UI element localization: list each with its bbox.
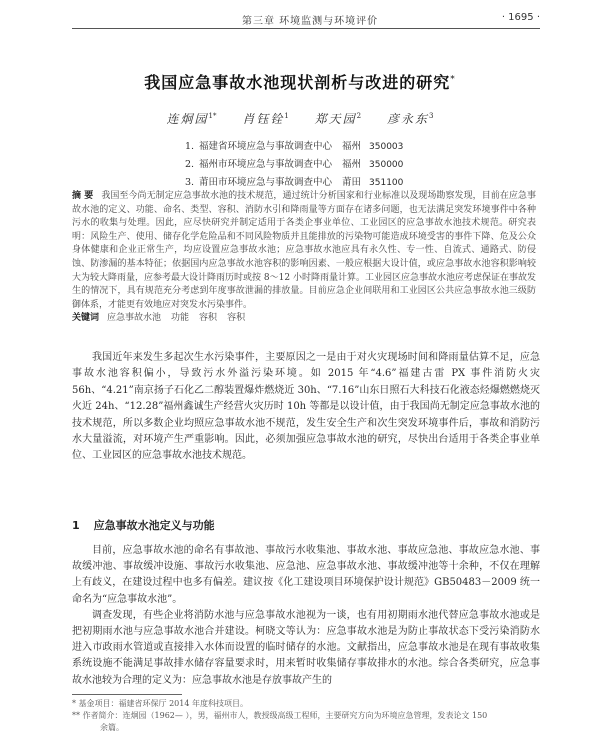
author-affiliation-mark: 1*	[208, 112, 217, 120]
running-head	[72, 12, 540, 28]
author-1	[167, 112, 217, 126]
footnote-rule	[72, 694, 182, 695]
affiliation-number: 1.	[185, 141, 195, 152]
footnote-funding: * 基金项目：福建省环保厅 2014 年度科技项目。	[72, 699, 248, 708]
author-name: 肖钰铨	[242, 112, 285, 126]
author-3	[315, 112, 361, 126]
affiliation-postcode: 350003	[369, 142, 404, 152]
affiliation-list	[185, 138, 403, 192]
intro-paragraph: 我国近年来发生多起次生水污染事件，主要原因之一是由于对火灾现场时间和降雨量估算不足，应急事故水池容积偏小，导致污水外溢污染环境。如 2015 年“4.6”福建古雷 PX 事件消防火灾 56h、“4.21”南京扬子石化乙二醇装置爆炸燃烧近 30h、“7.16”山东日照石大科技石化液态烃爆燃燃烧灭火近 24h、“12.28”福州鑫诚生产经营火灾历时 10h 等都是以设计值，由于我国尚无制定应急事故水池的技术规范，所以多数企业均照应急事故水池不规范，发生安全生产和次生突发环境事件后，事故和消防污水大量溢流，对环境产生严重影响。因此，必须加强应急事故水池的研究，尽快出台适用于各类企事业单位、工业园区的应急事故水池技术规范。	[72, 352, 540, 462]
keyword: 容积	[199, 313, 218, 324]
affiliation-number: 2.	[185, 159, 195, 170]
affiliation-org: 福建省环境应急与事故调查中心	[199, 141, 333, 152]
section-heading	[72, 517, 215, 533]
author-name: 彦永东	[386, 112, 429, 126]
keyword: 功能	[171, 313, 190, 324]
author-name: 郑天园	[314, 112, 357, 126]
section-paragraph: 调查发现，有些企业将消防水池与应急事故水池视为一谈，也有用初期雨水池代替应急事故水池或是把初期雨水池与应急事故水池合并建设。柯晓文等认为：应急事故水池是为防止事故状态下受污染消防水进入市政雨水管道或直接排入水体而设置的临时储存的水池。文献指出，应急事故水池是在现有事故收集系统设施不能满足事故排水储存容量要求时，用来暂时收集储存事故排水的水池。综合各类研究，应急事故水池较为合理的定义为：应急事故水池是存放事故产生的	[72, 609, 540, 686]
header-rule	[72, 28, 540, 29]
affiliation-postcode: 351100	[369, 178, 404, 188]
section-1-body	[72, 543, 540, 689]
abstract-body	[72, 190, 536, 312]
author-list	[0, 110, 600, 127]
keyword: 应急事故水池	[107, 313, 162, 324]
affiliation-number: 3.	[185, 177, 195, 188]
author-affiliation-mark: 3	[428, 112, 434, 120]
keyword: 容积	[227, 313, 246, 324]
paper-title-text: 我国应急事故水池现状剖析与改进的研究	[144, 73, 451, 92]
keywords	[72, 312, 536, 326]
abstract-label: 摘 要	[72, 191, 94, 201]
affiliation-org: 福州市环境应急与事故调查中心	[199, 159, 333, 170]
abstract-text: 我国至今尚无制定应急事故水池的技术规范，通过统计分析国家和行业标准以及现场勘察发现，目前在应急事故水池的定义、功能、命名、类型、容积、消防水引和降雨量等方面存在诸多问题，也无法满足突发环境事件中各种污水的收集与处理。因此，应尽快研究并制定适用于各类企事业单位、工业园区的应急事故水池技术规范。研究表明：风险生产、使用、储存化学危险品和不同风险物质并且能排放的污染物可能造成环境受害的事件下降、危及公众身体健康和企业正常生产，均应设置应急事故水池；应急事故水池应具有永久性、专一性、自流式、通路式、防侵蚀、防渗漏的基本特征；依据国内应急事故水池容积的影响因素、一般应根据大设计值，或应急事故水池容积影响较大为较大降雨量，应参考最大设计降雨历时或按 8～12 小时降雨量计算。工业园区应急事故水池应考虑保证在事故发生的情况下，具有规范充分考虑到年度事故泄漏的排放量。目前应急企业间联用和工业园区公共应急事故水池三级防御体系，才能更有效地应对突发水污染事件。	[72, 191, 536, 310]
affiliation-postcode: 350000	[369, 160, 404, 170]
author-2	[242, 112, 288, 126]
affiliation-1	[185, 138, 403, 156]
section-paragraph: 目前，应急事故水池的命名有事故池、事故污水收集池、事故水池、事故应急池、事故应急水池、事故缓冲池、事故缓冲设施、事故污水收集池、应急池、应急事故水池、事故缓冲池等十余种，不仅在理解上有歧义，在建设过程中也多有偏差。建议按《化工建设项目环境保护设计规范》GB50483－2009 统一命名为“应急事故水池”。	[72, 545, 540, 605]
author-affiliation-mark: 1	[284, 112, 289, 120]
affiliation-2	[185, 156, 403, 174]
author-affiliation-mark: 2	[356, 112, 362, 120]
keywords-label: 关键词	[72, 313, 100, 324]
title-footnote-marker: *	[450, 74, 456, 85]
affiliation-city: 福州	[342, 159, 362, 170]
author-name: 连炯园	[166, 112, 209, 126]
author-4	[387, 112, 433, 126]
abstract	[72, 190, 536, 326]
running-head-chapter: 第三章 环境监测与环境评价	[242, 16, 379, 27]
footnotes	[72, 698, 540, 734]
section-title: 应急事故水池定义与功能	[93, 519, 215, 532]
footnote-author-bio-cont: 余篇。	[100, 723, 124, 732]
affiliation-city: 莆田	[342, 177, 362, 188]
paper-title	[0, 70, 600, 93]
affiliation-org: 莆田市环境应急与事故调查中心	[199, 177, 333, 188]
section-number: 1	[72, 519, 80, 532]
introduction	[72, 350, 540, 465]
footnote-author-bio: ** 作者简介：连炯园（1962— ），男，福州市人，教授级高级工程师，主要研究方向为环境应急管理，发表论文 150	[72, 711, 488, 720]
page-number: · 1695 ·	[501, 12, 540, 23]
affiliation-city: 福州	[342, 141, 362, 152]
